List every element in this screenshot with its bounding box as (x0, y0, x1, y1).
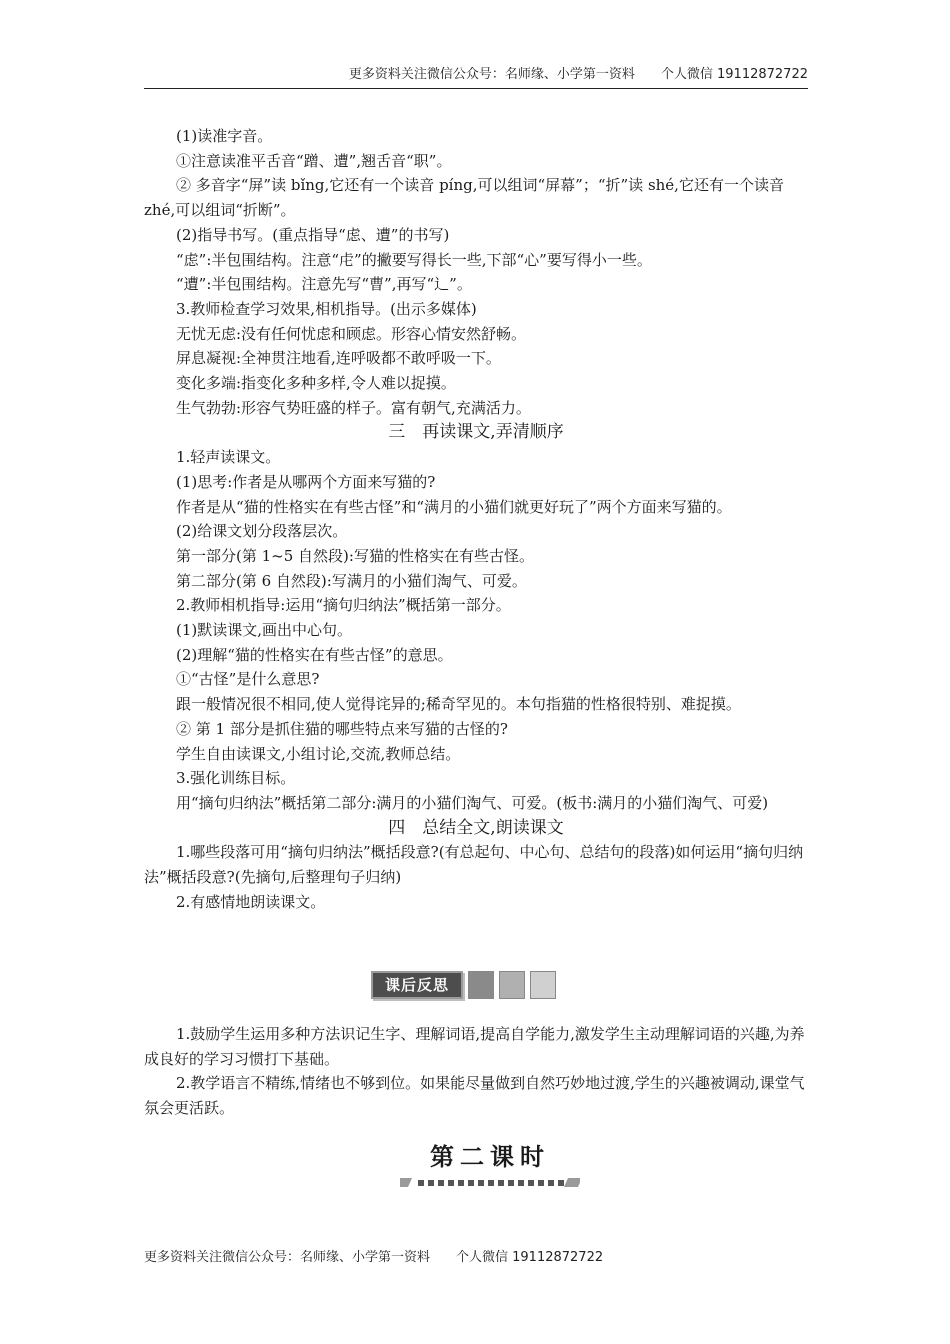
lesson-dash (518, 1180, 524, 1186)
content-paragraph: “虑”:半包围结构。注意“虍”的撇要写得长一些,下部“心”要写得小一些。 (176, 250, 652, 269)
content-paragraph: 屏息凝视:全神贯注地看,连呼吸都不敢呼吸一下。 (176, 349, 501, 368)
content-paragraph: ①注意读准平舌音“蹭、遭”,翘舌音“职”。 (176, 151, 452, 170)
content-paragraph: 1.哪些段落可用“摘句归纳法”概括段意?(有总起句、中心句、总结句的段落)如何运用“摘句归纳法”概括段意?(先摘句,后整理句子归纳) (144, 843, 804, 887)
lesson-dash (488, 1180, 494, 1186)
lesson-title: 第二课时 (430, 1143, 550, 1171)
lesson-dash (458, 1180, 464, 1186)
lesson-underline-decoration (400, 1176, 580, 1188)
lesson-dash (538, 1180, 544, 1186)
content-paragraph: (2)理解“猫的性格实在有些古怪”的意思。 (176, 645, 453, 664)
content-paragraph: 学生自由读课文,小组讨论,交流,教师总结。 (176, 744, 461, 763)
lesson-heading (400, 1142, 580, 1192)
content-paragraph: (2)指导书写。(重点指导“虑、遭”的书写) (176, 225, 450, 244)
banner-square-light (530, 971, 556, 999)
content-paragraph: ①“古怪”是什么意思? (176, 670, 320, 689)
content-paragraph: 2.有感情地朗读课文。 (176, 892, 326, 911)
lesson-dash (498, 1180, 504, 1186)
banner-square-dark (468, 971, 494, 999)
content-paragraph: 用“摘句归纳法”概括第二部分:满月的小猫们淘气、可爱。(板书:满月的小猫们淘气、可爱) (176, 793, 769, 812)
content-paragraph: 3.教师检查学习效果,相机指导。(出示多媒体) (176, 299, 477, 318)
header-rule (144, 88, 808, 89)
content-paragraph: “遭”:半包围结构。注意先写“曹”,再写“辶”。 (176, 275, 472, 294)
content-paragraph: ② 第 1 部分是抓住猫的哪些特点来写猫的古怪的? (176, 719, 508, 738)
reflection-content (144, 1022, 808, 1121)
reflection-paragraph: 1.鼓励学生运用多种方法识记生字、理解词语,提高自学能力,激发学生主动理解词语的兴趣,为养成良好的学习习惯打下基础。 (144, 1025, 805, 1068)
content-paragraph: 3.强化训练目标。 (176, 769, 296, 788)
content-paragraph: 变化多端:指变化多种多样,令人难以捉摸。 (176, 374, 456, 393)
lesson-dash (438, 1180, 444, 1186)
lesson-dash (548, 1180, 554, 1186)
lesson-dash (558, 1180, 564, 1186)
lesson-dash (428, 1180, 434, 1186)
lesson-dash (448, 1180, 454, 1186)
content-paragraph: 2.教师相机指导:运用“摘句归纳法”概括第一部分。 (176, 596, 511, 615)
main-content (144, 124, 808, 915)
content-paragraph: 跟一般情况很不相同,使人觉得诧异的;稀奇罕见的。本句指猫的性格很特别、难捉摸。 (176, 695, 741, 714)
lesson-dash (468, 1180, 474, 1186)
content-paragraph: (2)给课文划分段落层次。 (176, 522, 348, 541)
content-paragraph: 1.轻声读课文。 (176, 448, 281, 467)
reflection-banner (371, 970, 556, 1000)
content-paragraph: ② 多音字“屏”读 bǐng,它还有一个读音 píng,可以组词“屏幕”；“折”读 shé,它还有一个读音 zhé,可以组词“折断”。 (144, 176, 784, 220)
content-paragraph: (1)读准字音。 (176, 127, 273, 145)
page-footer: 更多资料关注微信公众号：名师缘、小学第一资料 个人微信 19112872722 (144, 1250, 604, 1265)
lesson-dash (478, 1180, 484, 1186)
lesson-dash (418, 1180, 424, 1186)
reflection-paragraph: 2.教学语言不精练,情绪也不够到位。如果能尽量做到自然巧妙地过渡,学生的兴趣被调动,课堂气氛会更活跃。 (144, 1074, 805, 1118)
content-paragraph: (1)默读课文,画出中心句。 (176, 621, 353, 640)
section-heading: 三 再读课文,弄清顺序 (388, 422, 564, 443)
content-paragraph: 第二部分(第 6 自然段):写满月的小猫们淘气、可爱。 (176, 571, 527, 590)
reflection-banner-label: 课后反思 (371, 971, 463, 999)
section-heading: 四 总结全文,朗读课文 (388, 817, 564, 838)
page-header: 更多资料关注微信公众号：名师缘、小学第一资料 个人微信 19112872722 (348, 67, 808, 82)
lesson-dash (508, 1180, 514, 1186)
content-paragraph: 作者是从“猫的性格实在有些古怪”和“满月的小猫们就更好玩了”两个方面来写猫的。 (176, 497, 732, 516)
banner-square-mid (499, 971, 525, 999)
content-paragraph: (1)思考:作者是从哪两个方面来写猫的? (176, 472, 436, 491)
content-paragraph: 无忧无虑:没有任何忧虑和顾虑。形容心情安然舒畅。 (176, 324, 527, 343)
content-paragraph: 生气勃勃:形容气势旺盛的样子。富有朝气,充满活力。 (176, 398, 531, 417)
lesson-dash (528, 1180, 534, 1186)
content-paragraph: 第一部分(第 1~5 自然段):写猫的性格实在有些古怪。 (176, 546, 534, 565)
